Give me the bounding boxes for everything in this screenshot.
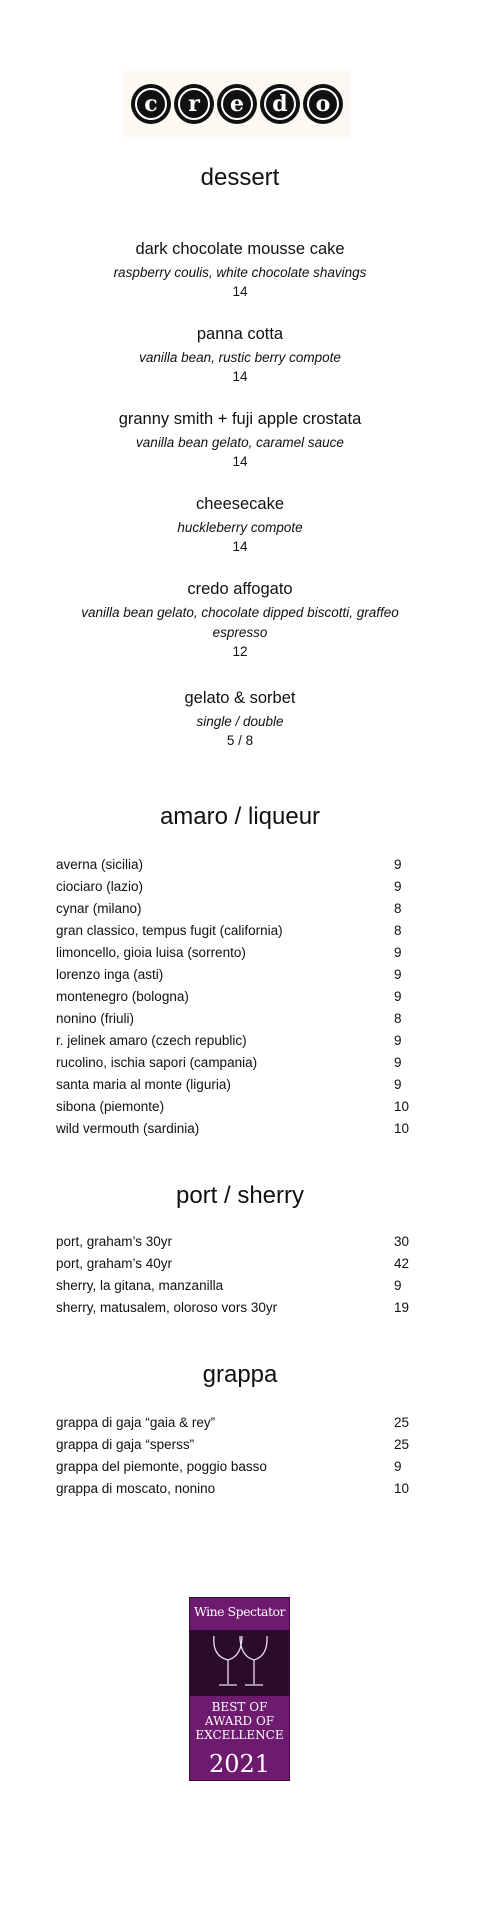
dessert-item	[55, 408, 425, 471]
dessert-description: raspberry coulis, white chocolate shavings	[113, 265, 367, 280]
dessert-name: panna cotta	[196, 325, 284, 343]
item-name: rucolino, ischia sapori (campania)	[56, 1055, 258, 1070]
logo-letter	[174, 84, 214, 124]
list-item	[56, 1412, 410, 1434]
item-price: 25	[394, 1415, 410, 1430]
logo-letter-text: d	[272, 91, 288, 117]
list-item	[56, 964, 410, 986]
item-name: wild vermouth (sardinia)	[56, 1121, 200, 1136]
wine-spectator-award-badge	[189, 1597, 290, 1781]
item-price: 30	[394, 1234, 410, 1249]
item-name: santa maria al monte (liguria)	[56, 1077, 231, 1092]
item-name: port, graham’s 40yr	[56, 1256, 173, 1271]
logo-letter-text: o	[315, 91, 331, 117]
item-price: 9	[394, 857, 402, 872]
item-name: sibona (piemonte)	[56, 1099, 165, 1114]
dessert-description: vanilla bean gelato, caramel sauce	[136, 435, 344, 450]
dessert-price: 5 / 8	[226, 733, 254, 748]
list-item	[56, 1231, 410, 1253]
item-name: gran classico, tempus fugit (california)	[56, 923, 283, 938]
item-name: lorenzo inga (asti)	[56, 967, 164, 982]
item-price: 9	[394, 1077, 402, 1092]
dessert-price: 12	[232, 644, 248, 659]
list-item	[56, 1008, 410, 1030]
wine-glasses-icon	[190, 1630, 289, 1696]
logo-letter	[260, 84, 300, 124]
dessert-name: granny smith + fuji apple crostata	[118, 410, 362, 428]
item-name: limoncello, gioia luisa (sorrento)	[56, 945, 246, 960]
dessert-item	[55, 578, 425, 661]
item-name: ciociaro (lazio)	[56, 879, 144, 894]
item-price: 10	[394, 1481, 410, 1496]
grappa-list	[56, 1412, 410, 1500]
amaro-list	[56, 854, 410, 1140]
badge-award-text	[190, 1700, 289, 1742]
dessert-item	[55, 238, 425, 301]
list-item	[56, 1456, 410, 1478]
list-item	[56, 854, 410, 876]
dessert-name: gelato & sorbet	[184, 689, 296, 707]
item-price: 8	[394, 901, 402, 916]
list-item	[56, 898, 410, 920]
item-price: 9	[394, 989, 402, 1004]
dessert-item	[55, 493, 425, 556]
item-name: montenegro (bologna)	[56, 989, 189, 1004]
list-item	[56, 942, 410, 964]
list-item	[56, 876, 410, 898]
item-price: 9	[394, 1278, 402, 1293]
port-sherry-list	[56, 1231, 410, 1319]
item-name: sherry, la gitana, manzanilla	[56, 1278, 224, 1293]
dessert-price: 14	[232, 539, 248, 554]
item-name: grappa del piemonte, poggio basso	[56, 1459, 267, 1474]
badge-line2: AWARD OF	[204, 1714, 275, 1728]
logo-letter	[131, 84, 171, 124]
logo-letter	[303, 84, 343, 124]
dessert-price: 14	[232, 284, 248, 299]
logo-letter	[217, 84, 257, 124]
dessert-price: 14	[232, 454, 248, 469]
dessert-description: huckleberry compote	[177, 520, 303, 535]
dessert-description: vanilla bean, rustic berry compote	[139, 350, 341, 365]
list-item	[56, 1275, 410, 1297]
item-price: 10	[394, 1121, 410, 1136]
item-price: 9	[394, 945, 402, 960]
dessert-item	[55, 323, 425, 386]
item-name: grappa di moscato, nonino	[56, 1481, 216, 1496]
item-price: 9	[394, 1033, 402, 1048]
grappa-heading: grappa	[202, 1361, 278, 1388]
item-price: 8	[394, 1011, 402, 1026]
badge-year: 2021	[208, 1750, 271, 1778]
item-price: 8	[394, 923, 402, 938]
item-name: averna (sicilia)	[56, 857, 144, 872]
badge-brand: Wine Spectator	[193, 1604, 285, 1619]
amaro-heading: amaro / liqueur	[159, 803, 321, 830]
list-item	[56, 1118, 410, 1140]
item-name: r. jelinek amaro (czech republic)	[56, 1033, 247, 1048]
item-price: 9	[394, 1055, 402, 1070]
dessert-name: credo affogato	[187, 580, 293, 598]
list-item	[56, 1253, 410, 1275]
list-item	[56, 1074, 410, 1096]
list-item	[56, 1478, 410, 1500]
list-item	[56, 1096, 410, 1118]
credo-logo	[123, 71, 351, 137]
dessert-price: 14	[232, 369, 248, 384]
list-item	[56, 920, 410, 942]
item-name: nonino (friuli)	[56, 1011, 135, 1026]
item-price: 9	[394, 1459, 402, 1474]
list-item	[56, 1030, 410, 1052]
item-name: cynar (milano)	[56, 901, 142, 916]
item-price: 42	[394, 1256, 410, 1271]
item-name: grappa di gaja “sperss”	[56, 1437, 195, 1452]
item-name: port, graham’s 30yr	[56, 1234, 173, 1249]
list-item	[56, 1052, 410, 1074]
badge-line3: EXCELLENCE	[195, 1728, 284, 1742]
dessert-description: vanilla bean gelato, chocolate dipped biscotti, graffeo espresso	[81, 605, 399, 640]
item-price: 19	[394, 1300, 410, 1315]
item-name: sherry, matusalem, oloroso vors 30yr	[56, 1300, 278, 1315]
item-price: 9	[394, 967, 402, 982]
list-item	[56, 1297, 410, 1319]
logo-letter-text: e	[230, 91, 244, 117]
dessert-name: dark chocolate mousse cake	[135, 240, 345, 258]
list-item	[56, 1434, 410, 1456]
port-sherry-heading: port / sherry	[175, 1182, 305, 1209]
item-price: 9	[394, 879, 402, 894]
logo-letter-text: r	[188, 91, 200, 117]
dessert-name: cheesecake	[195, 495, 285, 513]
dessert-heading: dessert	[200, 164, 280, 191]
item-name: grappa di gaja “gaia & rey”	[56, 1415, 216, 1430]
item-price: 25	[394, 1437, 410, 1452]
list-item	[56, 986, 410, 1008]
dessert-item	[55, 687, 425, 750]
dessert-description: single / double	[196, 714, 284, 729]
badge-line1: BEST OF	[211, 1700, 268, 1714]
logo-letter-text: c	[144, 91, 158, 117]
item-price: 10	[394, 1099, 410, 1114]
